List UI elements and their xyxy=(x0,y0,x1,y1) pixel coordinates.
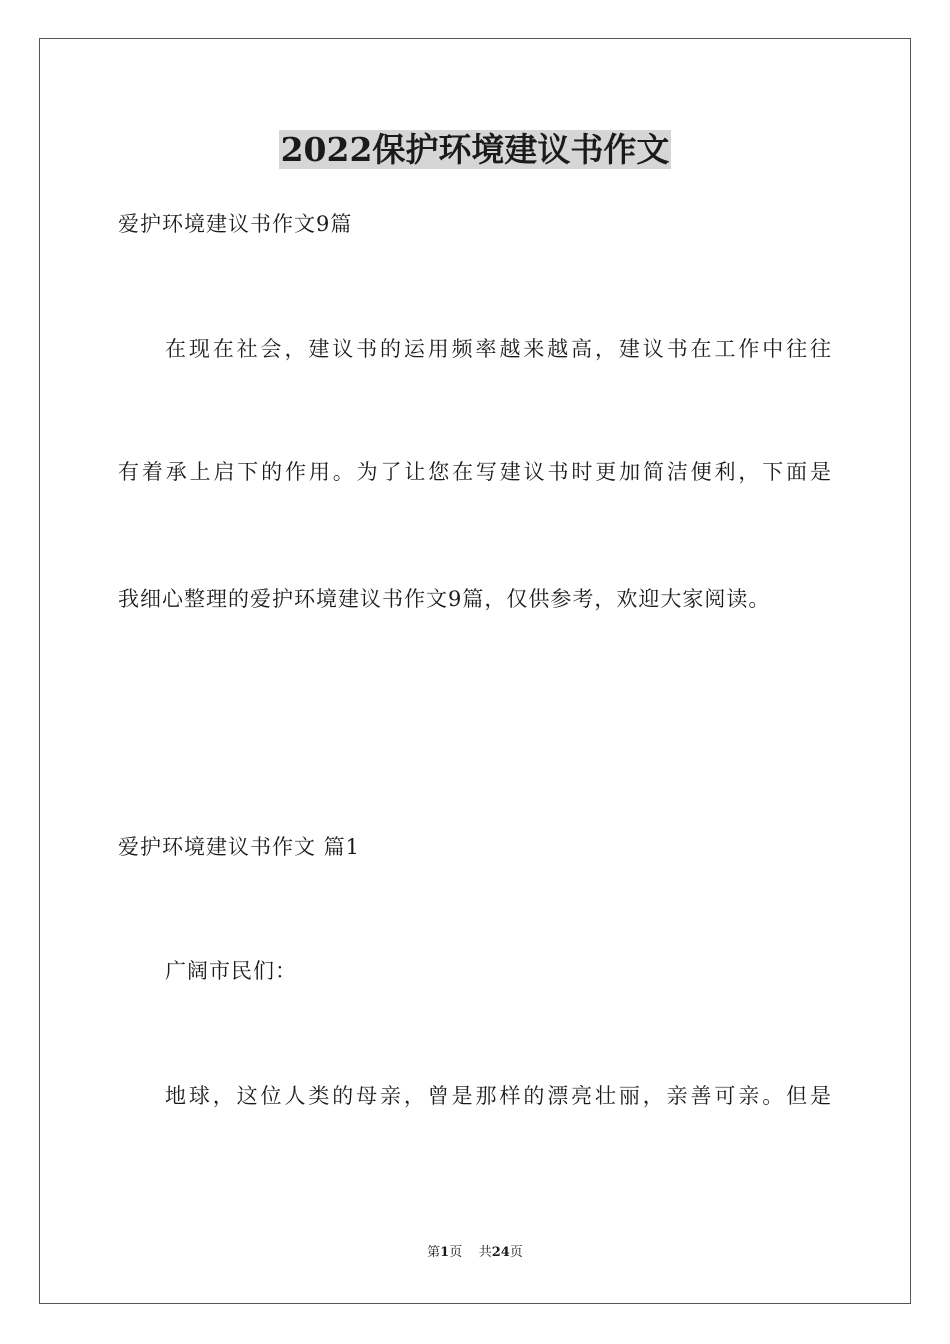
intro-line-2: 有着承上启下的作用。为了让您在写建议书时更加简洁便利，下面是 xyxy=(118,460,832,484)
footer-page-prefix: 第 xyxy=(427,1245,441,1260)
document-title xyxy=(0,128,950,172)
intro-line-1: 在现在社会，建议书的运用频率越来越高，建议书在工作中往往 xyxy=(165,337,832,361)
page-footer xyxy=(0,1244,950,1262)
footer-total-pages: 24 xyxy=(491,1245,510,1260)
footer-page-suffix: 页 xyxy=(449,1245,463,1260)
footer-total-suffix: 页 xyxy=(509,1245,523,1260)
footer-page-number: 1 xyxy=(440,1245,450,1260)
document-subtitle: 爱护环境建议书作文9篇 xyxy=(118,212,353,236)
section-heading: 爱护环境建议书作文 篇1 xyxy=(118,835,361,859)
document-title-text: 2022保护环境建议书作文 xyxy=(280,130,670,169)
body-line-1: 地球，这位人类的母亲，曾是那样的漂亮壮丽，亲善可亲。但是 xyxy=(165,1084,832,1108)
salutation: 广阔市民们： xyxy=(165,959,297,983)
footer-total-prefix: 共 xyxy=(478,1245,492,1260)
intro-line-3: 我细心整理的爱护环境建议书作文9篇，仅供参考，欢迎大家阅读。 xyxy=(118,587,771,611)
